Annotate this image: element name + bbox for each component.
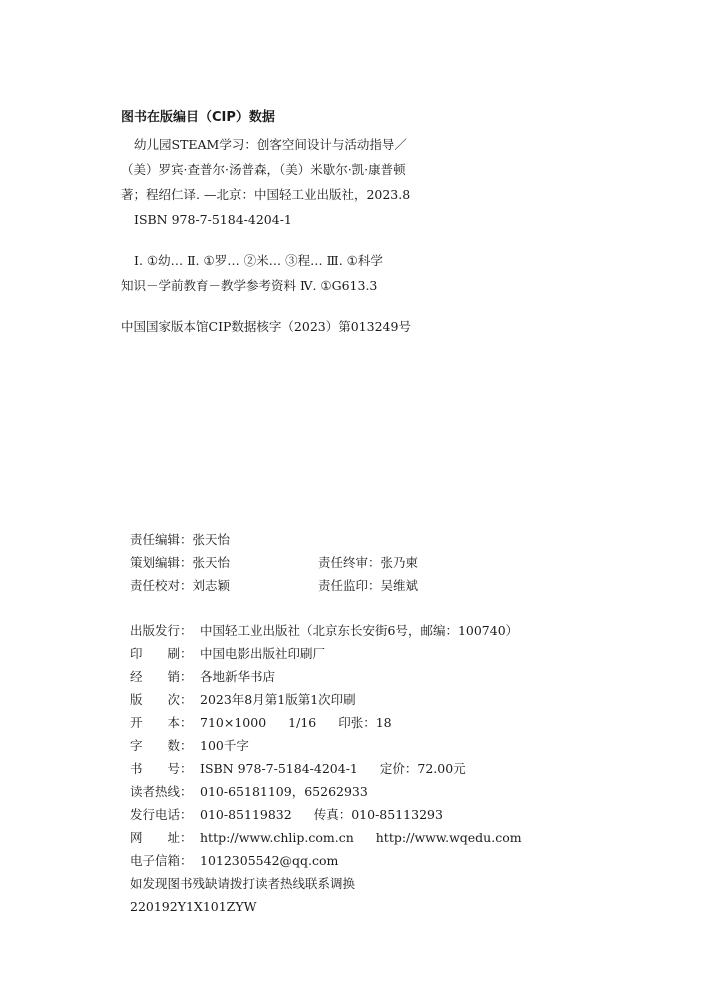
cip-library-number: 中国国家版本馆CIP数据核字（2023）第013249号 [121, 319, 411, 334]
price: 定价：72.00元 [379, 761, 466, 776]
fax: 传真：010-85113293 [313, 807, 443, 822]
email-label: 电子信箱： [130, 853, 193, 868]
website-label: 网 址： [130, 830, 193, 845]
cip-description-line-1: 幼儿园STEAM学习：创客空间设计与活动指导／ [134, 137, 407, 152]
isbn-value: ISBN 978-7-5184-4204-1 [200, 761, 358, 776]
words-row [130, 738, 249, 754]
cip-description-line-3: 著；程绍仁译. —北京：中国轻工业出版社，2023.8 [121, 187, 411, 202]
website-link-chlip[interactable]: http://www.chlip.com.cn [200, 830, 354, 845]
edition-row [130, 692, 356, 708]
phone-row [130, 807, 443, 823]
format-sheets: 印张：18 [338, 715, 392, 730]
printer-row [130, 646, 325, 662]
website-link-wqedu[interactable]: http://www.wqedu.com [375, 830, 522, 845]
distributor-label: 经 销： [130, 669, 193, 684]
cip-isbn: ISBN 978-7-5184-4204-1 [134, 212, 292, 227]
edition-label: 版 次： [130, 692, 193, 707]
phone-value: 010-85119832 [200, 807, 292, 822]
cip-description-line-2: （美）罗宾·查普尔·汤普森，（美）米歇尔·凯·康普顿 [121, 162, 406, 177]
print-code: 220192Y1X101ZYW [130, 899, 257, 914]
cip-title: 图书在版编目（CIP）数据 [121, 110, 275, 125]
defect-notice: 如发现图书残缺请拨打读者热线联系调换 [130, 876, 356, 891]
planning-editor: 策划编辑：张天怡 [130, 555, 231, 570]
final-reviewer: 责任终审：张乃柬 [318, 555, 419, 570]
staff-row-3 [130, 578, 419, 594]
proofreader: 责任校对：刘志颖 [130, 578, 231, 593]
hotline-value: 010-65181109，65262933 [200, 784, 368, 799]
isbn-label: 书 号： [130, 761, 193, 776]
publisher-label: 出版发行： [130, 623, 193, 638]
words-label: 字 数： [130, 738, 193, 753]
print-supervisor: 责任监印：吴维斌 [318, 578, 419, 593]
format-fraction: 1/16 [288, 715, 317, 730]
email-value[interactable]: 1012305542@qq.com [200, 853, 339, 868]
notice-row [130, 876, 355, 892]
words-value: 100千字 [200, 738, 249, 753]
staff-row-1 [130, 532, 230, 548]
printer-value: 中国电影出版社印刷厂 [200, 646, 326, 661]
staff-row-2 [130, 555, 419, 571]
publisher-value: 中国轻工业出版社（北京东长安街6号，邮编：100740） [200, 623, 519, 638]
format-size: 710×1000 [200, 715, 267, 730]
code-row [130, 899, 256, 915]
hotline-label: 读者热线： [130, 784, 193, 799]
printer-label: 印 刷： [130, 646, 193, 661]
isbn-row [130, 761, 466, 777]
website-row [130, 830, 522, 846]
edition-value: 2023年8月第1版第1次印刷 [200, 692, 356, 707]
format-label: 开 本： [130, 715, 193, 730]
email-row [130, 853, 338, 869]
publisher-row [130, 623, 518, 639]
phone-label: 发行电话： [130, 807, 193, 822]
format-row [130, 715, 392, 731]
distributor-row [130, 669, 275, 685]
cip-subject-line-1: Ⅰ. ①幼… Ⅱ. ①罗… ②米… ③程… Ⅲ. ①科学 [134, 253, 383, 268]
cip-subject-line-2: 知识－学前教育－教学参考资料 Ⅳ. ①G613.3 [121, 278, 378, 293]
responsible-editor: 责任编辑：张天怡 [130, 532, 231, 547]
hotline-row [130, 784, 368, 800]
distributor-value: 各地新华书店 [200, 669, 276, 684]
